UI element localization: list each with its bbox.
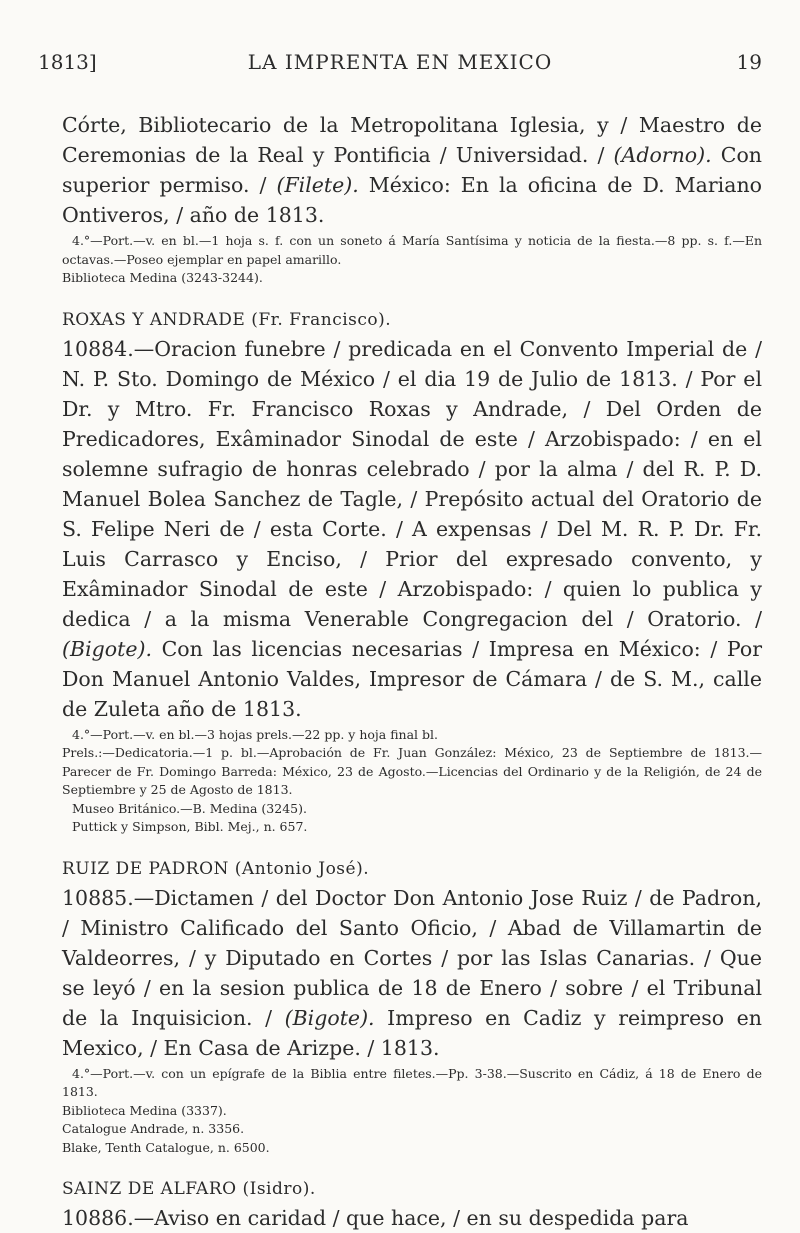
note-line: 4.°—Port.—v. con un epígrafe de la Biblia entre filetes.—Pp. 3-38.—Suscrito en Cádiz, á 18 de Enero de 1813. — [62, 1065, 762, 1099]
note-line: Puttick y Simpson, Bibl. Mej., n. 657. — [72, 819, 308, 834]
author-heading: ROXAS Y ANDRADE (Fr. Francisco). — [62, 309, 392, 330]
note-line: Biblioteca Medina (3337). — [62, 1102, 227, 1118]
note-line: Catalogue Andrade, n. 3356. — [62, 1121, 245, 1136]
note-line: Museo Británico.—B. Medina (3245). — [72, 800, 307, 816]
filete-note: (Filete). — [276, 173, 359, 197]
note-line: Blake, Tenth Catalogue, n. 6500. — [62, 1139, 270, 1155]
header-year: 1813] — [38, 50, 97, 74]
ornament-note: (Bigote). — [62, 636, 152, 661]
entry-10886: 10886.—Aviso en caridad / que hace, / en su despedida para — [62, 1206, 689, 1230]
header-title: LA IMPRENTA EN MEXICO — [247, 50, 553, 74]
author-heading: RUIZ DE PADRON (Antonio José). — [62, 858, 370, 879]
ornament-note: (Bigote). — [284, 1005, 375, 1030]
running-header — [38, 50, 762, 84]
note-line: 4.°—Port.—v. en bl.—1 hoja s. f. con un soneto á María Santísima y noticia de la fiesta.—8 pp. s. f.—En octavas.—Poseo ejemplar en papel amarillo. — [62, 233, 762, 267]
entry-10884: 10884.—Oracion funebre / predicada en el Convento Imperial de / N. P. Sto. Domingo de México / el dia 19 de Julio de 1813. / Por el Dr. y Mtro. Fr. Francisco Roxas y Andrade, / Del Orden de Predicadores, Exâminador Sinodal de este / Arzobispado: / en el solemne sufragio de honras celebrado / por la alma / del R. P. D. Manuel Bolea Sanchez de Tagle, / Prepósito actual del Oratorio de S. Felipe Neri de / esta Corte. / A expensas / Del M. R. P. Dr. Fr. Luis Carrasco y Enciso, / Prior del expresado convento, y Exâminador Sinodal de este / Arzobispado: / quien lo publica y dedica / a la misma Venerable Congregacion del / Oratorio. / (Bigote). Con las licencias necesarias / Impresa en México: / Por Don Manuel Antonio Valdes, Impresor de Cámara / de S. M., calle de Zuleta año de 1813. — [62, 336, 762, 721]
page-number: 19 — [736, 50, 762, 74]
ornament-note: (Adorno). — [613, 143, 712, 167]
entry-10884-notes — [62, 726, 762, 837]
author-heading: SAINZ DE ALFARO (Isidro). — [62, 1179, 316, 1199]
entry-10885: 10885.—Dictamen / del Doctor Don Antonio Jose Ruiz / de Padron, / Ministro Calificado del Santo Oficio, / Abad de Villamartin de Valdeorres, / y Diputado en Cortes / por las Islas Canarias. / Que se leyó / en la sesion publica de 18 de Enero / sobre / el Tribunal de la Inquisicion. / (Bigote). Impreso en Cadiz y reimpreso en Mexico, / En Casa de Arizpe. / 1813. — [62, 885, 762, 1060]
note-line: 4.°—Port.—v. en bl.—3 hojas prels.—22 pp. y hoja final bl. — [72, 726, 439, 742]
note-line: Biblioteca Medina (3243-3244). — [62, 270, 263, 285]
entry-10883-notes — [62, 232, 762, 288]
note-line: Prels.:—Dedicatoria.—1 p. bl.—Aprobación de Fr. Juan González: México, 23 de Septiembre de 1813.—Parecer de Fr. Domingo Barreda: México, 23 de Agosto.—Licencias del Ordinario y de la Religión, de 24 de Septiembre y 25 de Agosto de 1813. — [62, 745, 762, 797]
page-body — [62, 110, 762, 1233]
entry-10883-continuation: Córte, Bibliotecario de la Metropolitana Iglesia, y / Maestro de Ceremonias de la Real y Pontificia / Universidad. / (Adorno). Con superior permiso. / (Filete). México: En la oficina de D. Mariano Ontiveros, / año de 1813. — [62, 113, 763, 227]
entry-10885-notes — [62, 1065, 762, 1158]
